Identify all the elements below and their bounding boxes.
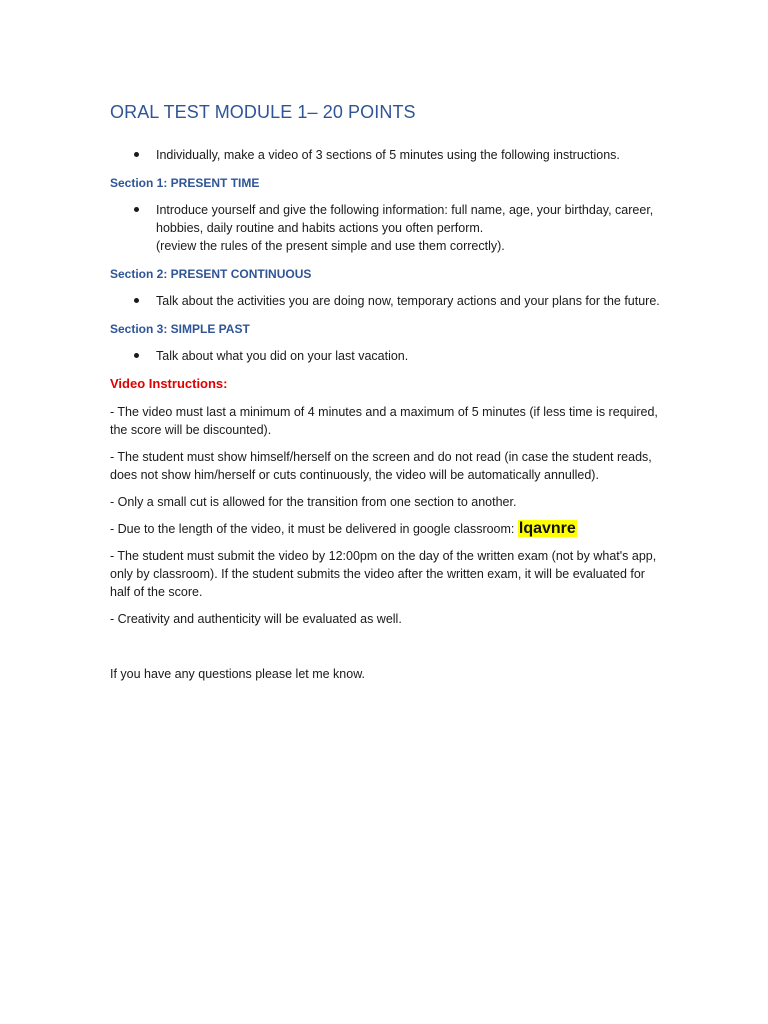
section-2-heading: Section 2: PRESENT CONTINUOUS <box>110 267 312 281</box>
section-2-list <box>110 292 660 310</box>
section-1-bullet <box>110 201 660 255</box>
section-3-heading: Section 3: SIMPLE PAST <box>110 322 250 336</box>
section-3-list <box>110 347 660 365</box>
video-instruction-deadline: - The student must submit the video by 12:00pm on the day of the written exam (not by what's app, only by classroom). If the student submits the video after the written exam, it will be evaluated for half of the score. <box>110 549 657 599</box>
section-2-bullet: Talk about the activities you are doing now, temporary actions and your plans for the future. <box>110 292 660 310</box>
section-1-bullet-line-1: Introduce yourself and give the following information: full name, age, your birthday, career, hobbies, daily routine and habits actions you often perform. <box>156 203 654 235</box>
video-instructions-heading: Video Instructions: <box>110 376 228 391</box>
video-instruction-creativity: - Creativity and authenticity will be evaluated as well. <box>110 612 402 626</box>
document-title: ORAL TEST MODULE 1– 20 POINTS <box>110 102 416 122</box>
video-instruction-on-screen: - The student must show himself/herself on the screen and do not read (in case the student reads, does not show him/herself or cuts continuously, the video will be automatically annulled). <box>110 450 652 482</box>
video-instruction-delivery-text: - Due to the length of the video, it must be delivered in google classroom: <box>110 522 518 536</box>
intro-list <box>110 146 660 164</box>
section-1-heading: Section 1: PRESENT TIME <box>110 176 260 190</box>
video-instruction-duration: - The video must last a minimum of 4 minutes and a maximum of 5 minutes (if less time is required, the score will be discounted). <box>110 405 658 437</box>
video-instruction-delivery <box>110 520 660 538</box>
section-1-bullet-line-2: (review the rules of the present simple and use them correctly). <box>156 239 505 253</box>
spacer <box>110 637 660 665</box>
video-instruction-cuts: - Only a small cut is allowed for the transition from one section to another. <box>110 495 517 509</box>
document-content <box>110 100 660 692</box>
intro-bullet: Individually, make a video of 3 sections of 5 minutes using the following instructions. <box>110 146 660 164</box>
classroom-code: lqavnre <box>518 520 576 537</box>
closing-note: If you have any questions please let me know. <box>110 667 366 681</box>
section-1-list <box>110 201 660 255</box>
section-3-bullet: Talk about what you did on your last vacation. <box>110 347 660 365</box>
